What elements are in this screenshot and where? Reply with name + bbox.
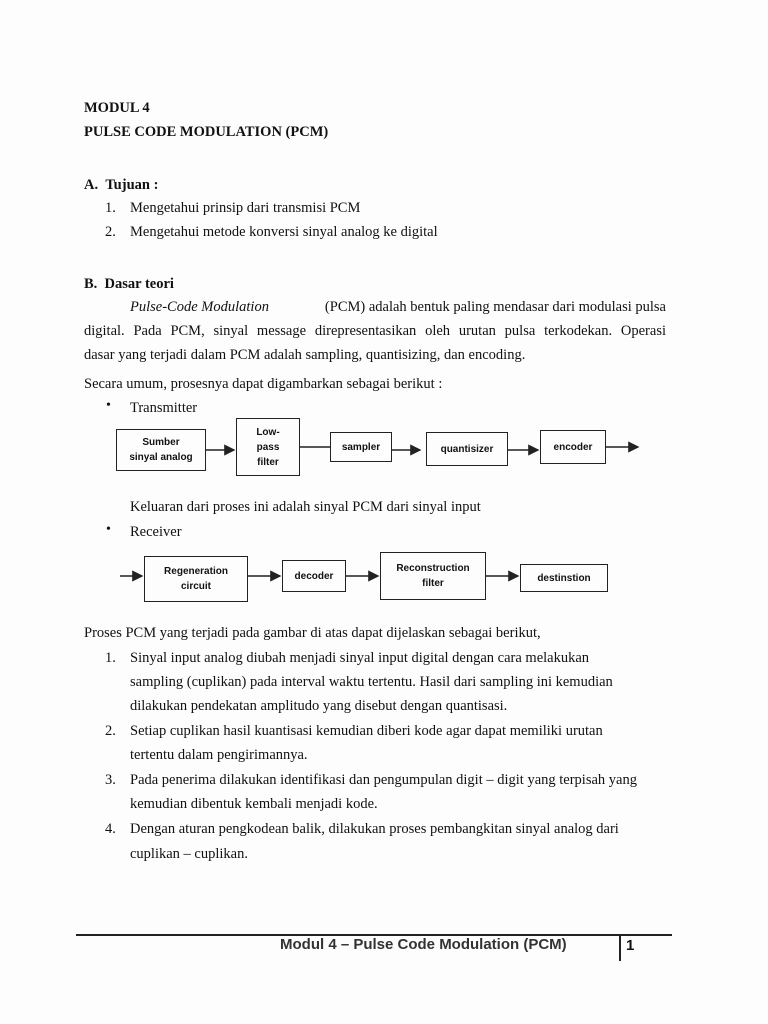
block-text: encoder [553, 441, 593, 453]
term-pcm: Pulse-Code Modulation [130, 299, 269, 315]
paragraph-line: digital. Pada PCM, sinyal message direpresentasikan oleh urutan pulsa terkodekan. Operasi [84, 323, 666, 339]
list-item-line: tertentu dalam pengirimannya. [130, 747, 308, 763]
block-analog-source [116, 429, 206, 471]
list-item-line: Pada penerima dilakukan identifikasi dan pengumpulan digit – digit yang terpisah yang [130, 772, 637, 788]
block-decoder [282, 560, 346, 592]
list-item-line: Sinyal input analog diubah menjadi sinyal input digital dengan cara melakukan [130, 650, 590, 666]
list-item-number: 2. [105, 224, 116, 240]
list-item-line: Dengan aturan pengkodean balik, dilakukan proses pembangkitan sinyal analog dari [130, 821, 619, 837]
list-item-line: kemudian dibentuk kembali menjadi kode. [130, 796, 378, 812]
list-item-number: 1. [105, 200, 116, 216]
transmitter-caption: Keluaran dari proses ini adalah sinyal PCM dari sinyal input [130, 499, 481, 515]
block-text: destinstion [537, 572, 591, 584]
footer-title: Modul 4 – Pulse Code Modulation (PCM) [280, 936, 567, 953]
receiver-label: Receiver [130, 524, 182, 540]
process-intro: Proses PCM yang terjadi pada gambar di atas dapat dijelaskan sebagai berikut, [84, 625, 541, 641]
list-item: Mengetahui prinsip dari transmisi PCM [130, 200, 361, 216]
block-text: pass [256, 441, 280, 453]
block-text: filter [422, 578, 444, 589]
list-item-line: Setiap cuplikan hasil kuantisasi kemudian diberi kode agar dapat memiliki urutan [130, 723, 603, 739]
list-item-line: dilakukan pendekatan amplitudo yang disebut dengan quantisasi. [130, 698, 508, 714]
paragraph-line: Secara umum, prosesnya dapat digambarkan sebagai berikut : [84, 376, 443, 392]
list-item-line: sampling (cuplikan) pada interval waktu tertentu. Hasil dari sampling ini kemudian [130, 674, 613, 690]
module-label: MODUL 4 [84, 100, 150, 116]
block-text: Regeneration [164, 566, 228, 577]
block-encoder [540, 430, 606, 464]
block-text: Reconstruction [396, 563, 470, 574]
block-text: sampler [341, 441, 381, 453]
block-reconstruction-filter [380, 552, 486, 600]
block-text: quantisizer [440, 443, 494, 455]
footer-divider [619, 935, 621, 961]
block-text: Low- [256, 426, 280, 438]
block-regeneration-circuit [144, 556, 248, 602]
transmitter-label: Transmitter [130, 400, 198, 416]
paragraph-line-rest: (PCM) adalah bentuk paling mendasar dari modulasi pulsa [324, 299, 666, 315]
bullet-icon: • [106, 398, 111, 413]
list-item: Mengetahui metode konversi sinyal analog ke digital [130, 224, 438, 240]
section-b-heading: B. Dasar teori [84, 276, 174, 292]
block-quantisizer [426, 432, 508, 466]
block-lowpass-filter [236, 418, 300, 476]
block-text: sinyal analog [129, 452, 193, 463]
section-a-heading: A. Tujuan : [84, 177, 159, 193]
bullet-icon: • [106, 522, 111, 537]
list-item-line: cuplikan – cuplikan. [130, 846, 248, 862]
block-text: circuit [180, 581, 211, 592]
page-number: 1 [626, 937, 635, 954]
block-text: Sumber [142, 437, 180, 448]
page-title: PULSE CODE MODULATION (PCM) [84, 124, 329, 140]
block-sampler [330, 432, 392, 462]
list-item-number: 4. [105, 821, 116, 837]
list-item-number: 3. [105, 772, 116, 788]
paragraph-line: dasar yang terjadi dalam PCM adalah sampling, quantisizing, dan encoding. [84, 347, 526, 363]
block-destination [520, 564, 608, 592]
block-text: filter [257, 456, 279, 468]
list-item-number: 2. [105, 723, 116, 739]
list-item-number: 1. [105, 650, 116, 666]
block-text: decoder [294, 570, 334, 582]
